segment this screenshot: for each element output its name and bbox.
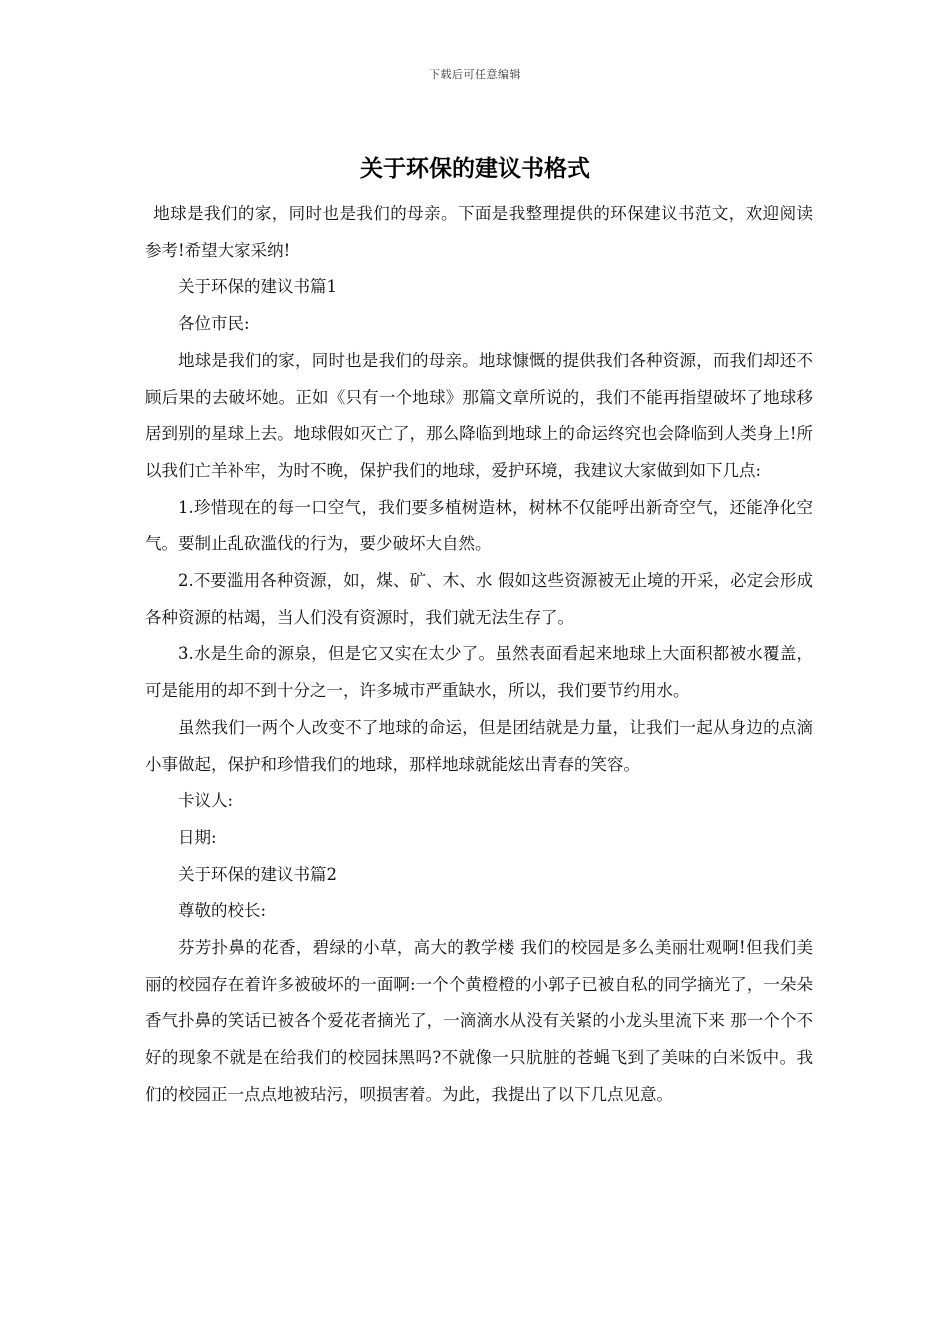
- body-paragraph: 地球是我们的家，同时也是我们的母亲。地球慷慨的提供我们各种资源，而我们却还不顾后果的去破坏她。正如《只有一个地球》那篇文章所说的，我们不能再指望破坏了地球移居到别的星球上去。地球假如灭亡了，那么降临到地球上的命运终究也会降临到人类身上!所以我们亡羊补牢，为时不晚，保护我们的地球，爱护环境，我建议大家做到如下几点:: [145, 350, 813, 480]
- salutation-2: 尊敬的校长:: [178, 901, 267, 921]
- date-line: 日期:: [178, 827, 217, 847]
- section-heading-1: 关于环保的建议书篇1: [178, 277, 337, 297]
- document-body: [145, 196, 813, 1114]
- header-note: 下载后可任意编辑: [429, 68, 521, 81]
- document-title: 关于环保的建议书格式: [360, 155, 590, 182]
- intro-paragraph: 地球是我们的家，同时也是我们的母亲。下面是我整理提供的环保建议书范文，欢迎阅读参考!希望大家采纳!: [145, 204, 813, 260]
- body-paragraph: 虽然我们一两个人改变不了地球的命运，但是团结就是力量，让我们一起从身边的点滴小事做起，保护和珍惜我们的地球，那样地球就能炫出青春的笑容。: [145, 717, 813, 774]
- list-item-2: 2.不要滥用各种资源，如，煤、矿、木、水 假如这些资源被无止境的开采，必定会形成各种资源的枯竭，当人们没有资源时，我们就无法生存了。: [145, 571, 813, 627]
- list-item-3: 3.水是生命的源泉，但是它又实在太少了。虽然表面看起来地球上大面积都被水覆盖，可是能用的却不到十分之一，许多城市严重缺水，所以，我们要节约用水。: [145, 644, 813, 701]
- section-heading-2: 关于环保的建议书篇2: [178, 864, 337, 884]
- salutation-1: 各位市民:: [178, 314, 250, 334]
- body-paragraph: 芬芳扑鼻的花香，碧绿的小草，高大的教学楼 我们的校园是多么美丽壮观啊!但我们美丽的校园存在着许多被破坏的一面啊:一个个黄橙橙的小郭子已被自私的同学摘光了，一朵朵香气扑鼻的笑话已被各个爱花者摘光了，一滴滴水从没有关紧的小龙头里流下来 那一个个不好的现象不就是在给我们的校园抹黑吗?不就像一只肮脏的苍蝇飞到了美味的白米饭中。我们的校园正一点点地被玷污，呗损害着。为此，我提出了以下几点见意。: [145, 938, 813, 1104]
- list-item-1: 1.珍惜现在的每一口空气，我们要多植树造林，树林不仅能呼出新奇空气，还能净化空气。要制止乱砍滥伐的行为，要少破坏大自然。: [145, 497, 813, 554]
- signature-line: 卡议人:: [178, 791, 234, 811]
